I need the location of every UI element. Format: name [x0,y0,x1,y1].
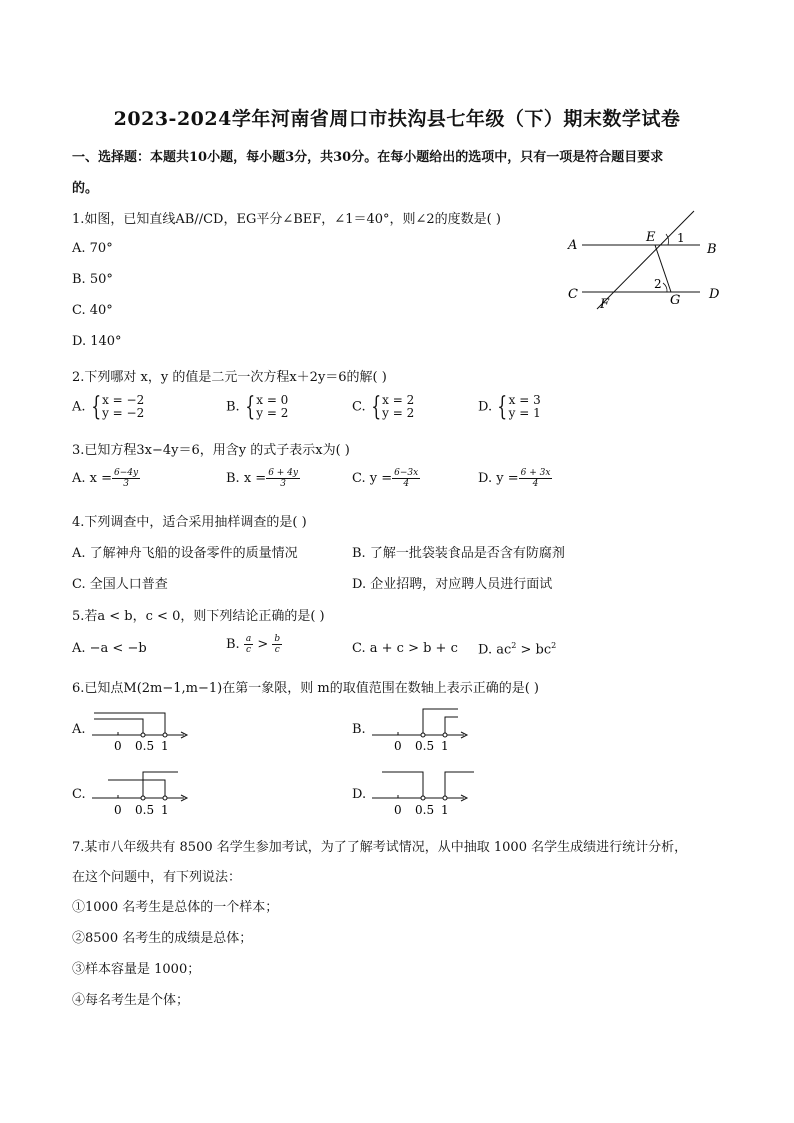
q7-statement-2: ②8500 名考生的成绩是总体； [72,931,253,946]
section-heading-cont: 的。 [72,181,99,196]
q5-option-c: C. a + c > b + c [352,641,458,656]
svg-text:1: 1 [441,803,449,817]
svg-text:0.5: 0.5 [135,803,155,817]
q6-number-line-d [368,766,478,818]
q4-option-a: A. 了解神舟飞船的设备零件的质量情况 [72,546,298,561]
svg-text:1: 1 [441,739,449,753]
q2-option-d: D. {x = 3 y = 1 [478,392,541,422]
q5-option-d: D. $ac^2 > bc^2$ [478,641,557,658]
q6-number-line-b [368,703,478,753]
svg-text:1: 1 [161,739,169,753]
q6-option-a-letter: A. [72,722,86,737]
label-e: E [646,230,656,245]
label-b: B [707,242,717,257]
q6-option-d-letter: D. [352,787,367,802]
q4-option-d: D. 企业招聘，对应聘人员进行面试 [352,577,553,592]
label-d: D [709,287,720,302]
q6-number-line-c [88,766,198,818]
label-angle-2: 2 [654,277,662,291]
label-f: F [600,297,610,312]
q3-option-c: C. y = $\frac{6-3x}{4}$ [352,468,419,489]
q4-option-b: B. 了解一批袋装食品是否含有防腐剂 [352,546,565,561]
label-angle-1: 1 [677,231,685,245]
page-title: 2023-2024学年河南省周口市扶沟县七年级（下）期末数学试卷 [113,108,681,130]
svg-text:0: 0 [114,739,122,753]
q3-option-b: B. x = $\frac{6 + 4y}{3}$ [226,468,298,489]
q7-stem-cont: 在这个问题中，有下列说法： [72,870,242,885]
svg-text:0: 0 [394,803,402,817]
angle-2-arc [663,283,667,292]
q1-option-b: B. 50° [72,272,113,287]
q5-stem: 5.若a < b，c < 0，则下列结论正确的是( ) [72,609,325,624]
q1-option-d: D. 140° [72,334,122,349]
q5-option-b: B. $\frac{a}{c}$ > $\frac{b}{c}$ [226,634,281,655]
q7-statement-1: ①1000 名考生是总体的一个样本； [72,900,279,915]
q6-stem: 6.已知点M(2m−1,m−1)在第一象限，则 m的取值范围在数轴上表示正确的是( ) [72,681,539,696]
q1-option-c: C. 40° [72,303,113,318]
q2-stem: 2.下列哪对 x，y 的值是二元一次方程x＋2y＝6的解( ) [72,370,387,385]
section-heading: 一、选择题：本题共10小题，每小题3分，共30分。在每小题给出的选项中，只有一项是符合题目要求 [72,150,664,165]
q3-option-d: D. y = $\frac{6 + 3x}{4}$ [478,468,551,489]
svg-text:0.5: 0.5 [135,739,155,753]
svg-text:0.5: 0.5 [415,739,435,753]
q2-option-a: A. {x = −2 y = −2 [72,392,145,422]
label-a: A [568,238,578,253]
q1-stem: 1.如图，已知直线AB//CD，EG平分∠BEF，∠1＝40°，则∠2的度数是( ) [72,212,501,227]
svg-text:0: 0 [114,803,122,817]
q7-stem: 7.某市八年级共有 8500 名学生参加考试，为了了解考试情况，从中抽取 1000 名学生成绩进行统计分析， [72,840,688,855]
svg-text:0.5: 0.5 [415,803,435,817]
q3-option-a: A. x = $\frac{6-4y}{3}$ [72,468,139,489]
q1-figure [560,205,730,315]
label-g: G [670,293,681,308]
q1-option-a: A. 70° [72,241,113,256]
label-c: C [568,287,578,302]
q7-statement-4: ④每名考生是个体； [72,993,190,1008]
q6-option-c-letter: C. [72,787,86,802]
q2-option-b: B. {x = 0 y = 2 [226,392,289,422]
q3-stem: 3.已知方程3x−4y＝6，用含y 的式子表示x为( ) [72,443,350,458]
q7-statement-3: ③样本容量是 1000； [72,962,201,977]
q6-number-line-a [88,703,198,753]
svg-text:0: 0 [394,739,402,753]
q2-option-c: C. {x = 2 y = 2 [352,392,415,422]
q4-stem: 4.下列调查中，适合采用抽样调查的是( ) [72,515,307,530]
q6-option-b-letter: B. [352,722,366,737]
q5-option-a: A. −a < −b [72,641,147,656]
svg-text:1: 1 [161,803,169,817]
q4-option-c: C. 全国人口普查 [72,577,168,592]
